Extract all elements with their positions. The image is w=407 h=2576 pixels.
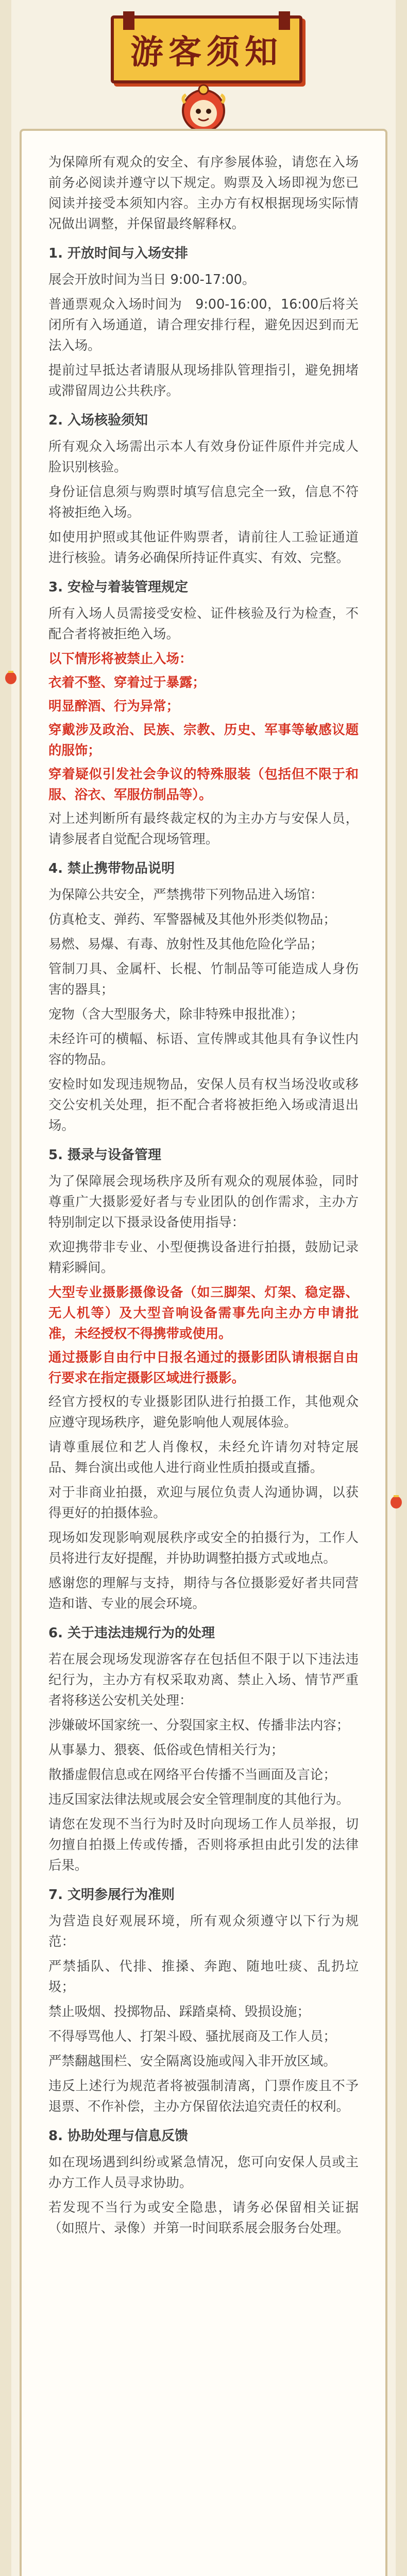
- highlighted-rule: 通过摄影自由行中日报名通过的摄影团队请根据自由行要求在指定摄影区域进行摄影。: [48, 1349, 359, 1385]
- section-paragraph: 违反国家法律法规或展会安全管理制度的其他行为。: [48, 1791, 349, 1807]
- section-paragraph: 请尊重展位和艺人肖像权，未经允许请勿对特定展品、舞台演出或他人进行商业性质拍摄或直播。: [48, 1439, 359, 1475]
- section-paragraph: 如使用护照或其他证件购票者，请前往人工验证通道进行核验。请务必确保所持证件真实、有效、完整。: [48, 529, 359, 565]
- page-title: 游客须知: [130, 33, 283, 72]
- lantern-sticker-icon: [3, 670, 19, 685]
- section-paragraph: 对于非商业拍摄，欢迎与展位负责人沟通协调，以获得更好的拍摄体验。: [48, 1484, 359, 1520]
- section-paragraph: 提前过早抵达者请服从现场排队管理指引，避免拥堵或滞留周边公共秩序。: [48, 362, 359, 398]
- section-paragraph: 严禁翻越围栏、安全隔离设施或闯入非开放区域。: [48, 2053, 336, 2069]
- title-banner-tab-left: [123, 11, 134, 30]
- section-paragraph: 请您在发现不当行为时及时向现场工作人员举报，切勿擅自拍摄上传或传播，否则将承担由此引发的法律后果。: [48, 1816, 359, 1873]
- right-border-strip: [396, 0, 407, 2576]
- highlighted-rule: 穿着疑似引发社会争议的特殊服装（包括但不限于和服、浴衣、军服仿制品等）。: [48, 766, 359, 802]
- section-paragraph: 感谢您的理解与支持，期待与各位摄影爱好者共同营造和谐、专业的展会环境。: [48, 1575, 359, 1611]
- section-paragraph: 违反上述行为规范者将被强制清离，门票作废且不予退票、不作补偿，主办方保留依法追究责任的权利。: [48, 2078, 359, 2114]
- title-banner-tab-right: [279, 11, 290, 30]
- section-heading: 3. 安检与着装管理规定: [48, 580, 189, 595]
- section-paragraph: 仿真枪支、弹药、军警器械及其他外形类似物品；: [48, 911, 336, 927]
- section-paragraph: 若发现不当行为或安全隐患，请务必保留相关证据（如照片、录像）并第一时间联系展会服务台处理。: [48, 2199, 359, 2235]
- section-heading: 4. 禁止携带物品说明: [48, 861, 175, 876]
- section-paragraph: 展会开放时间为当日 9:00-17:00。: [48, 272, 256, 287]
- section-heading: 2. 入场核验须知: [48, 413, 148, 428]
- section-paragraph: 如在现场遇到纠纷或紧急情况，您可向安保人员或主办方工作人员寻求协助。: [48, 2154, 359, 2190]
- section-paragraph: 现场如发现影响观展秩序或安全的拍摄行为，工作人员将进行友好提醒，并协助调整拍摄方式或地点。: [48, 1530, 359, 1566]
- section-heading: 7. 文明参展行为准则: [48, 1887, 175, 1903]
- notice-content-panel: [20, 129, 387, 2576]
- section-paragraph: 禁止吸烟、投掷物品、踩踏桌椅、毁损设施；: [48, 2004, 310, 2019]
- section-paragraph: 管制刀具、金属杆、长棍、竹制品等可能造成人身伤害的器具；: [48, 961, 359, 997]
- section-paragraph: 身份证信息须与购票时填写信息完全一致，信息不符将被拒绝入场。: [48, 484, 359, 520]
- section-paragraph: 未经许可的横幅、标语、宣传牌或其他具有争议性内容的物品。: [48, 1031, 359, 1067]
- section-paragraph: 易燃、易爆、有毒、放射性及其他危险化学品；: [48, 936, 324, 952]
- section-paragraph: 宠物（含大型服务犬，除非特殊申报批准）；: [48, 1006, 304, 1022]
- section-heading: 6. 关于违法违规行为的处理: [48, 1625, 215, 1641]
- section-paragraph: 为营造良好观展环境，所有观众须遵守以下行为规范：: [48, 1913, 359, 1949]
- section-paragraph: 涉嫌破坏国家统一、分裂国家主权、传播非法内容；: [48, 1717, 349, 1733]
- lantern-sticker-icon: [388, 1494, 404, 1510]
- highlighted-rule: 大型专业摄影摄像设备（如三脚架、灯架、稳定器、无人机等）及大型音响设备需事先向主办方申请批准，未经授权不得携带或使用。: [48, 1284, 359, 1341]
- section-paragraph: 所有观众入场需出示本人有效身份证件原件并完成人脸识别核验。: [48, 438, 359, 474]
- section-heading: 5. 摄录与设备管理: [48, 1147, 162, 1163]
- section-paragraph: 安检时如发现违规物品，安保人员有权当场没收或移交公安机关处理，拒不配合者将被拒绝入场或清退出场。: [48, 1076, 359, 1133]
- section-heading: 1. 开放时间与入场安排: [48, 246, 189, 261]
- section-paragraph: 散播虚假信息或在网络平台传播不当画面及言论；: [48, 1767, 336, 1782]
- section-paragraph: 普通票观众入场时间为 9:00-16:00，16:00后将关闭所有入场通道，请合理安排行程，避免因迟到而无法入场。: [48, 296, 359, 353]
- section-paragraph: 严禁插队、代排、推搡、奔跑、随地吐痰、乱扔垃圾；: [48, 1958, 359, 1994]
- highlighted-rule: 明显醉酒、行为异常；: [48, 698, 179, 714]
- section-paragraph: 经官方授权的专业摄影团队进行拍摄工作，其他观众应遵守现场秩序，避免影响他人观展体验。: [48, 1394, 359, 1430]
- title-banner: [111, 15, 302, 83]
- section-paragraph: 所有入场人员需接受安检、证件核验及行为检查，不配合者将被拒绝入场。: [48, 605, 359, 641]
- highlighted-rule: 穿戴涉及政治、民族、宗教、历史、军事等敏感议题的服饰；: [48, 722, 359, 758]
- section-heading: 8. 协助处理与信息反馈: [48, 2128, 189, 2144]
- intro-paragraph: 为保障所有观众的安全、有序参展体验，请您在入场前务必阅读并遵守以下规定。购票及入场即视为您已阅读并接受本须知内容。主办方有权根据现场实际情况做出调整，并保留最终解释权。: [48, 154, 359, 231]
- section-paragraph: 对上述判断所有最终裁定权的为主办方与安保人员，请参展者自觉配合现场管理。: [48, 810, 359, 846]
- section-paragraph: 为保障公共安全，严禁携带下列物品进入场馆：: [48, 887, 324, 902]
- highlighted-rule: 以下情形将被禁止入场：: [48, 651, 193, 666]
- left-border-strip: [0, 0, 11, 2576]
- header: [0, 0, 407, 124]
- section-paragraph: 为了保障展会现场秩序及所有观众的观展体验，同时尊重广大摄影爱好者与专业团队的创作需求，主办方特别制定以下摄录设备使用指导：: [48, 1173, 359, 1230]
- section-paragraph: 不得辱骂他人、打架斗殴、骚扰展商及工作人员；: [48, 2028, 336, 2044]
- section-paragraph: 从事暴力、猥亵、低俗或色情相关行为；: [48, 1742, 284, 1757]
- section-paragraph: 欢迎携带非专业、小型便携设备进行拍摄，鼓励记录精彩瞬间。: [48, 1239, 359, 1275]
- highlighted-rule: 衣着不整、穿着过于暴露；: [48, 674, 206, 690]
- section-paragraph: 若在展会现场发现游客存在包括但不限于以下违法违纪行为，主办方有权采取劝离、禁止入场、情节严重者将移送公安机关处理：: [48, 1651, 359, 1708]
- lion-dance-mascot-icon: [178, 82, 229, 134]
